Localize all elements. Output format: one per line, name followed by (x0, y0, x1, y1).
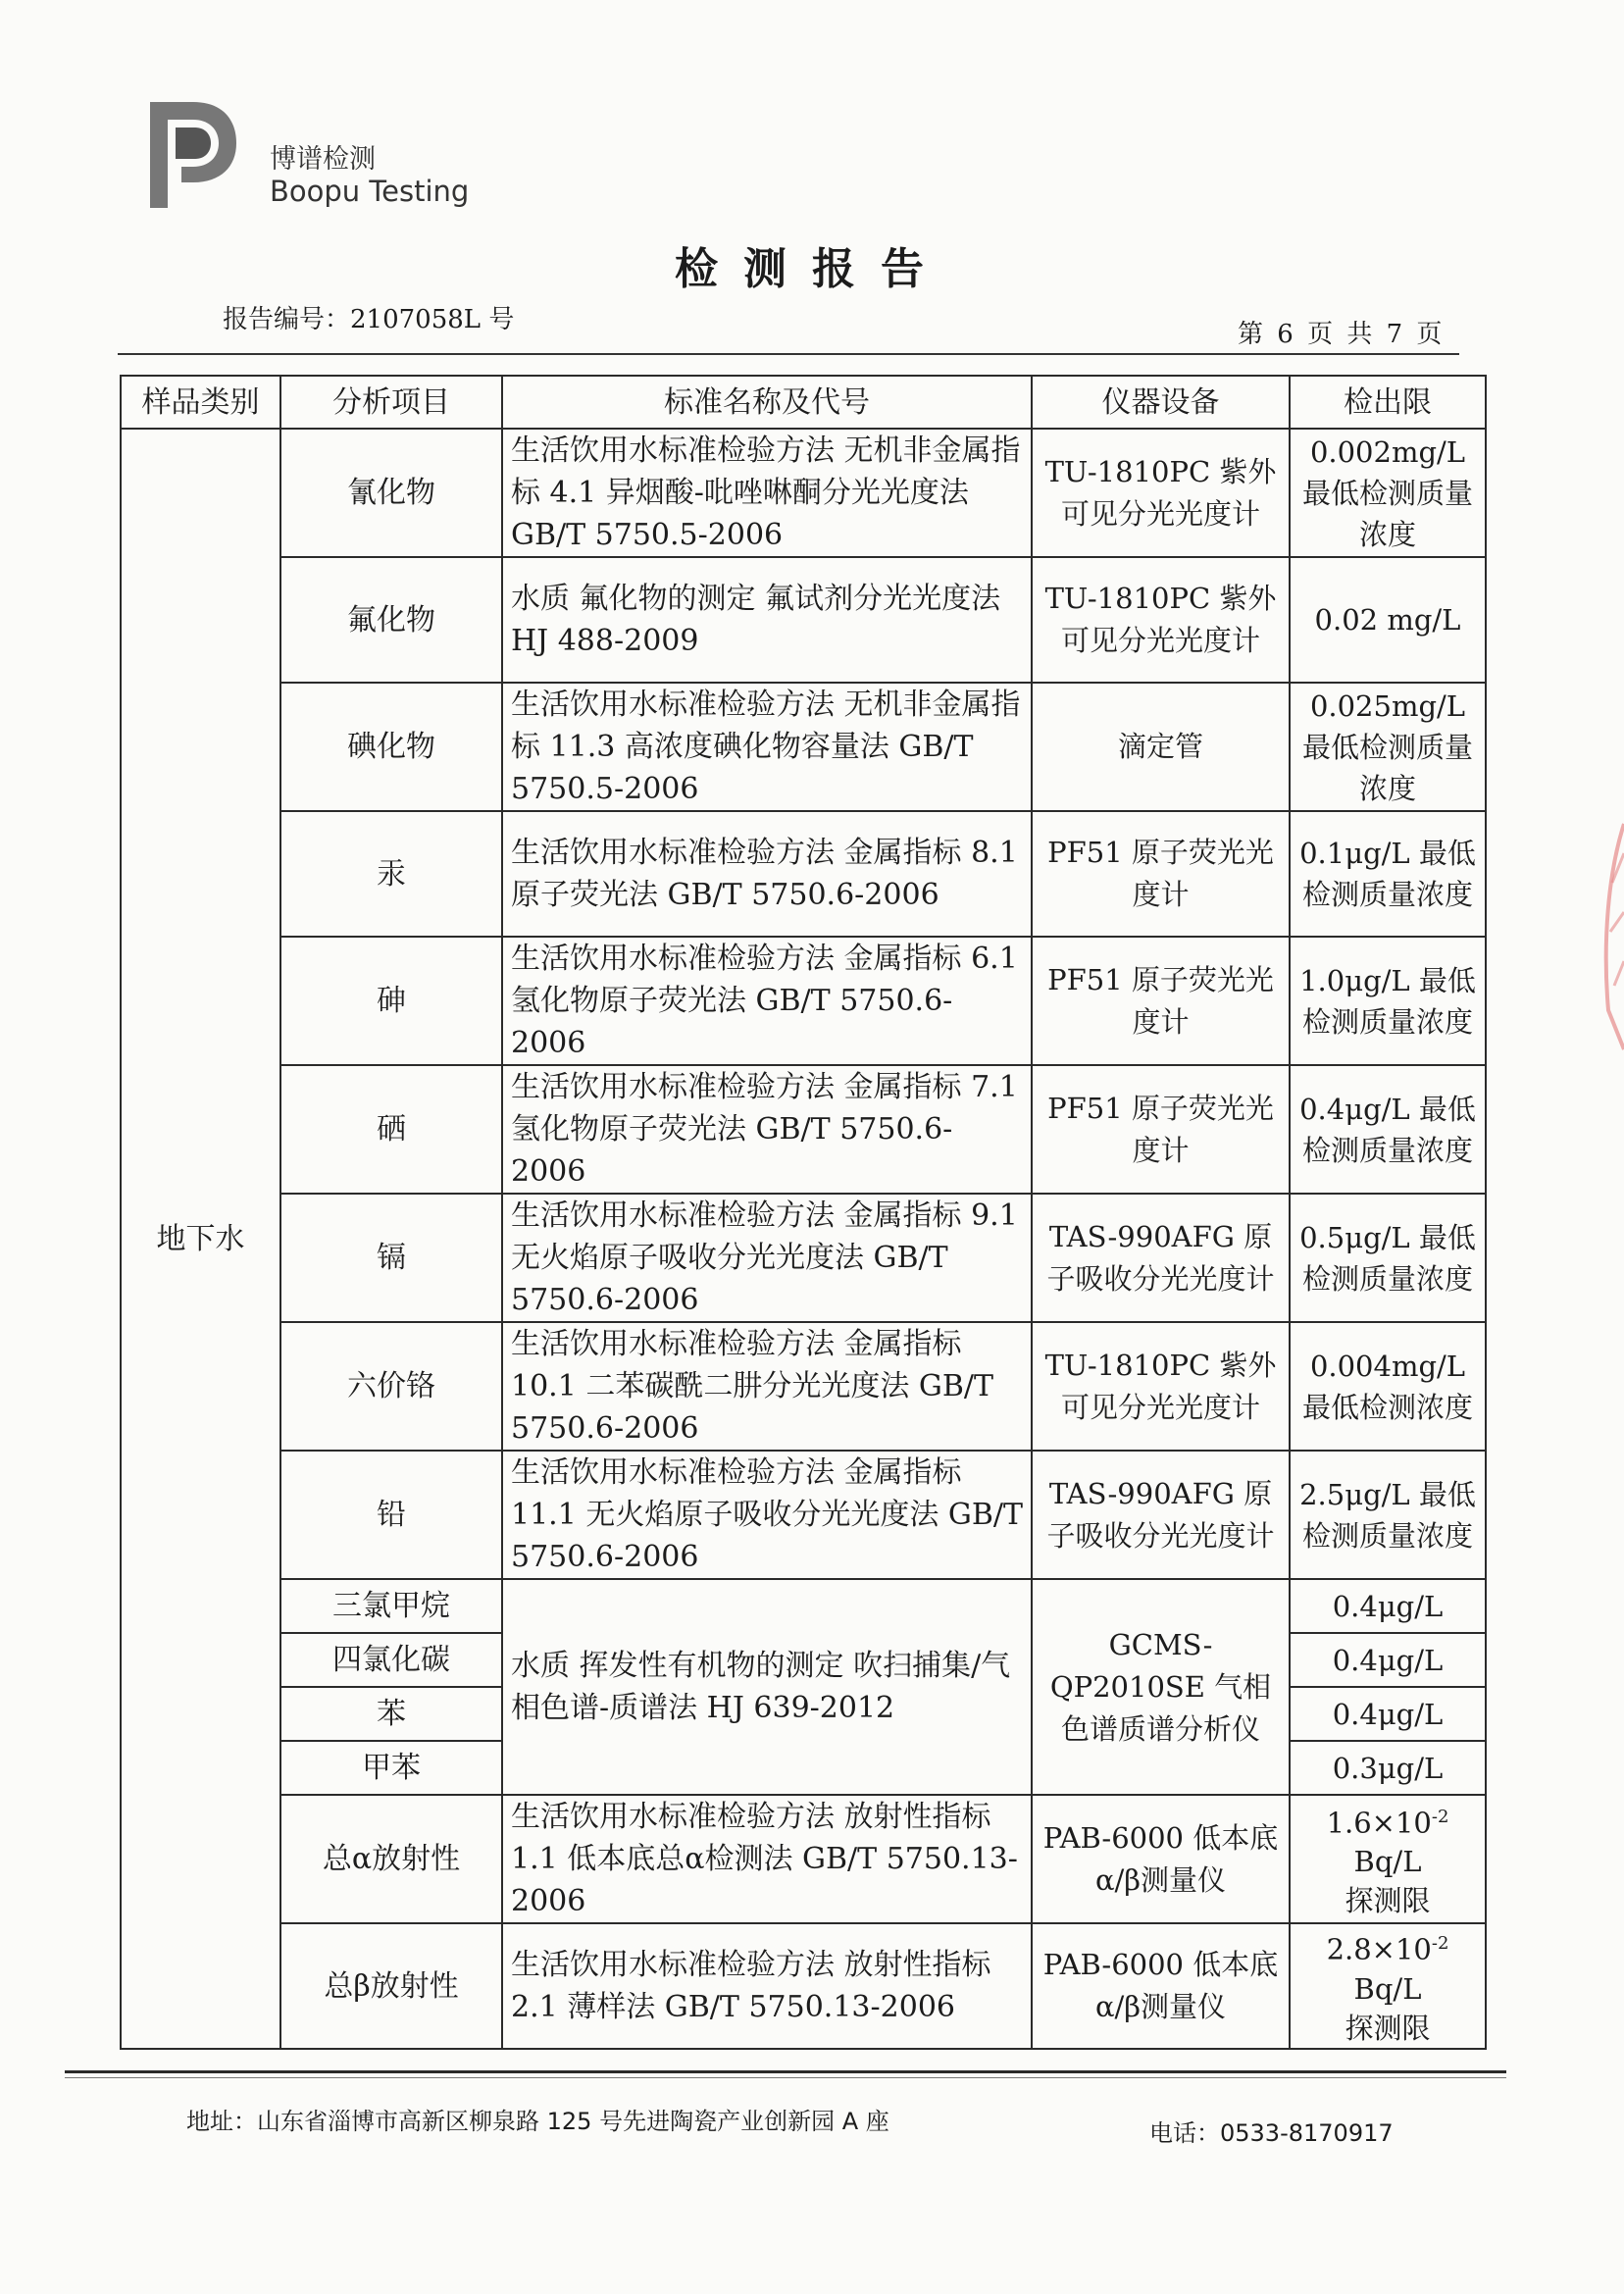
instrument: PF51 原子荧光光度计 (1032, 1065, 1290, 1194)
analysis-item: 镉 (280, 1194, 502, 1322)
instrument: PAB-6000 低本底α/β测量仪 (1032, 1795, 1290, 1923)
brand-name-cn: 博谱检测 (270, 144, 376, 175)
sample-category: 地下水 (121, 429, 280, 2049)
table-header-row (121, 376, 1486, 429)
standard-method: 生活饮用水标准检验方法 放射性指标 2.1 薄样法 GB/T 5750.13-2006 (502, 1923, 1032, 2049)
instrument: TAS-990AFG 原子吸收分光光度计 (1032, 1194, 1290, 1322)
analysis-item: 汞 (280, 811, 502, 937)
standard-method: 生活饮用水标准检验方法 金属指标 11.1 无火焰原子吸收分光光度法 GB/T 5750.6-2006 (502, 1451, 1032, 1579)
instrument: TU-1810PC 紫外可见分光光度计 (1032, 1322, 1290, 1451)
analysis-item: 甲苯 (280, 1741, 502, 1795)
analysis-item: 铅 (280, 1451, 502, 1579)
header-divider (118, 353, 1459, 355)
analysis-item: 硒 (280, 1065, 502, 1194)
table-row (121, 1451, 1486, 1579)
standard-method: 生活饮用水标准检验方法 金属指标 8.1 原子荧光法 GB/T 5750.6-2006 (502, 811, 1032, 937)
report-number: 报告编号：2107058L 号 (223, 305, 515, 334)
footer-divider (65, 2070, 1506, 2073)
standard-method: 生活饮用水标准检验方法 金属指标 6.1 氢化物原子荧光法 GB/T 5750.6-2006 (502, 937, 1032, 1065)
col-header-standard: 标准名称及代号 (502, 376, 1032, 429)
page-indicator: 第 6 页 共 7 页 (1238, 320, 1446, 349)
analysis-item: 总α放射性 (280, 1795, 502, 1923)
analysis-item: 六价铬 (280, 1322, 502, 1451)
table-row (121, 557, 1486, 683)
detection-limit: 0.02 mg/L (1290, 557, 1486, 683)
detection-limit: 0.4μg/L (1290, 1579, 1486, 1633)
detection-limit: 0.3μg/L (1290, 1741, 1486, 1795)
analysis-item: 氰化物 (280, 429, 502, 557)
table-row (121, 683, 1486, 811)
table-row (121, 937, 1486, 1065)
detection-limit: 0.4μg/L (1290, 1633, 1486, 1687)
seal-stamp-edge (1589, 814, 1624, 1059)
detection-limit (1290, 1795, 1486, 1923)
detection-limit: 0.5μg/L 最低检测质量浓度 (1290, 1194, 1486, 1322)
col-header-item: 分析项目 (280, 376, 502, 429)
limit-exponent: -2 (1431, 1933, 1449, 1955)
table-row (121, 1322, 1486, 1451)
analysis-item: 三氯甲烷 (280, 1579, 502, 1633)
detection-limit: 0.4μg/L 最低检测质量浓度 (1290, 1065, 1486, 1194)
limit-exponent: -2 (1431, 1806, 1449, 1827)
footer-phone: 电话：0533-8170917 (1149, 2119, 1394, 2147)
col-header-category: 样品类别 (121, 376, 280, 429)
test-method-table (120, 375, 1487, 2050)
footer-divider-thin (65, 2077, 1506, 2078)
limit-value: 2.8×10 (1326, 1932, 1432, 1966)
standard-method: 水质 氟化物的测定 氟试剂分光光度法 HJ 488-2009 (502, 557, 1032, 683)
instrument: TAS-990AFG 原子吸收分光光度计 (1032, 1451, 1290, 1579)
analysis-item: 苯 (280, 1687, 502, 1741)
analysis-item: 碘化物 (280, 683, 502, 811)
detection-limit: 0.025mg/L 最低检测质量浓度 (1290, 683, 1486, 811)
detection-limit (1290, 1923, 1486, 2049)
instrument: GCMS-QP2010SE 气相色谱质谱分析仪 (1032, 1579, 1290, 1795)
instrument: TU-1810PC 紫外可见分光光度计 (1032, 429, 1290, 557)
col-header-instrument: 仪器设备 (1032, 376, 1290, 429)
table-row (121, 1194, 1486, 1322)
limit-note: 探测限 (1345, 2011, 1431, 2045)
brand-name-en: Boopu Testing (270, 175, 470, 208)
table-row (121, 811, 1486, 937)
standard-method: 生活饮用水标准检验方法 金属指标 9.1 无火焰原子吸收分光光度法 GB/T 5750.6-2006 (502, 1194, 1032, 1322)
table-row (121, 1579, 1486, 1633)
table-row (121, 429, 1486, 557)
table-row (121, 1795, 1486, 1923)
analysis-item: 砷 (280, 937, 502, 1065)
analysis-item: 四氯化碳 (280, 1633, 502, 1687)
col-header-limit: 检出限 (1290, 376, 1486, 429)
standard-method: 生活饮用水标准检验方法 金属指标 10.1 二苯碳酰二肼分光光度法 GB/T 5750.6-2006 (502, 1322, 1032, 1451)
limit-unit: Bq/L (1353, 1845, 1422, 1879)
instrument: TU-1810PC 紫外可见分光光度计 (1032, 557, 1290, 683)
analysis-item: 氟化物 (280, 557, 502, 683)
table-row (121, 1065, 1486, 1194)
detection-limit: 0.002mg/L 最低检测质量浓度 (1290, 429, 1486, 557)
analysis-item: 总β放射性 (280, 1923, 502, 2049)
detection-limit: 0.4μg/L (1290, 1687, 1486, 1741)
boopu-logo (142, 98, 240, 214)
detection-limit: 2.5μg/L 最低检测质量浓度 (1290, 1451, 1486, 1579)
instrument: PAB-6000 低本底α/β测量仪 (1032, 1923, 1290, 2049)
instrument: 滴定管 (1032, 683, 1290, 811)
standard-method: 水质 挥发性有机物的测定 吹扫捕集/气相色谱-质谱法 HJ 639-2012 (502, 1579, 1032, 1795)
detection-limit: 0.1μg/L 最低检测质量浓度 (1290, 811, 1486, 937)
detection-limit: 1.0μg/L 最低检测质量浓度 (1290, 937, 1486, 1065)
table-row (121, 1923, 1486, 2049)
instrument: PF51 原子荧光光度计 (1032, 811, 1290, 937)
instrument: PF51 原子荧光光度计 (1032, 937, 1290, 1065)
detection-limit: 0.004mg/L 最低检测浓度 (1290, 1322, 1486, 1451)
limit-unit: Bq/L (1353, 1971, 1422, 2006)
standard-method: 生活饮用水标准检验方法 无机非金属指标 4.1 异烟酸-吡唑啉酮分光光度法 GB/T 5750.5-2006 (502, 429, 1032, 557)
standard-method: 生活饮用水标准检验方法 金属指标 7.1 氢化物原子荧光法 GB/T 5750.6-2006 (502, 1065, 1032, 1194)
page-title: 检测报告 (675, 244, 949, 294)
limit-value: 1.6×10 (1326, 1806, 1432, 1840)
limit-note: 探测限 (1345, 1884, 1431, 1918)
standard-method: 生活饮用水标准检验方法 无机非金属指标 11.3 高浓度碘化物容量法 GB/T 5750.5-2006 (502, 683, 1032, 811)
standard-method: 生活饮用水标准检验方法 放射性指标 1.1 低本底总α检测法 GB/T 5750.13-2006 (502, 1795, 1032, 1923)
footer-address: 地址：山东省淄博市高新区柳泉路 125 号先进陶瓷产业创新园 A 座 (186, 2108, 889, 2135)
